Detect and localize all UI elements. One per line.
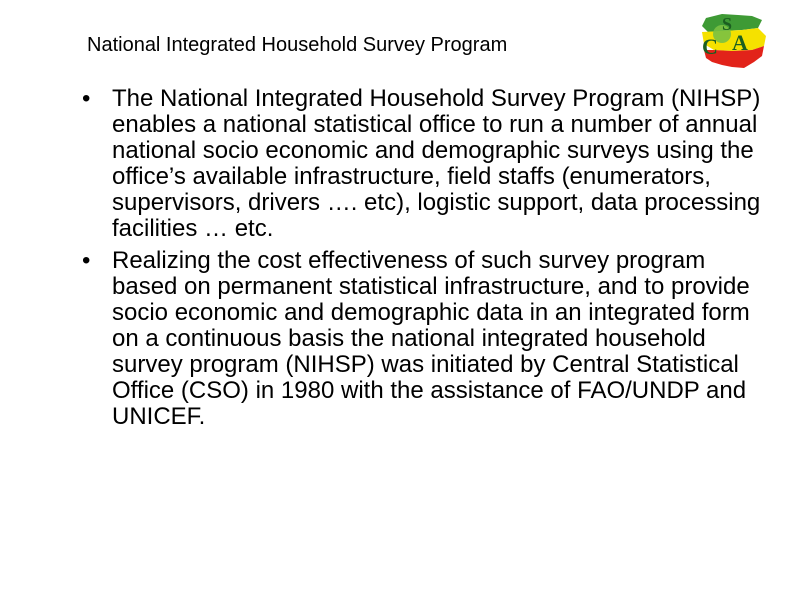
slide-title: National Integrated Household Survey Program [87, 34, 508, 56]
logo-letter-c: C [702, 34, 718, 59]
logo-letter-s: S [722, 14, 733, 34]
bullet-marker: • [82, 247, 91, 274]
csa-logo [692, 10, 770, 72]
bullet-item [80, 248, 770, 430]
bullet-list [80, 86, 770, 436]
bullet-text: Realizing the cost effectiveness of such survey program based on permanent statistical infrastructure, and to provide socio economic and demographic data in an integrated form on a continuous basis the national integrated household survey program (NIHSP) was initiated by Central Statistical Office (CSO) in 1980 with the assistance of FAO/UNDP and UNICEF. [112, 247, 750, 430]
bullet-marker: • [82, 85, 91, 112]
bullet-text: The National Integrated Household Survey Program (NIHSP) enables a national statistical office to run a number of annual national socio economic and demographic surveys using the office’s available infrastructure, field staffs (enumerators, supervisors, drivers …. etc), logistic support, data processing facilities … etc. [112, 85, 761, 242]
bullet-item [80, 86, 770, 242]
logo-letter-a: A [732, 30, 748, 55]
